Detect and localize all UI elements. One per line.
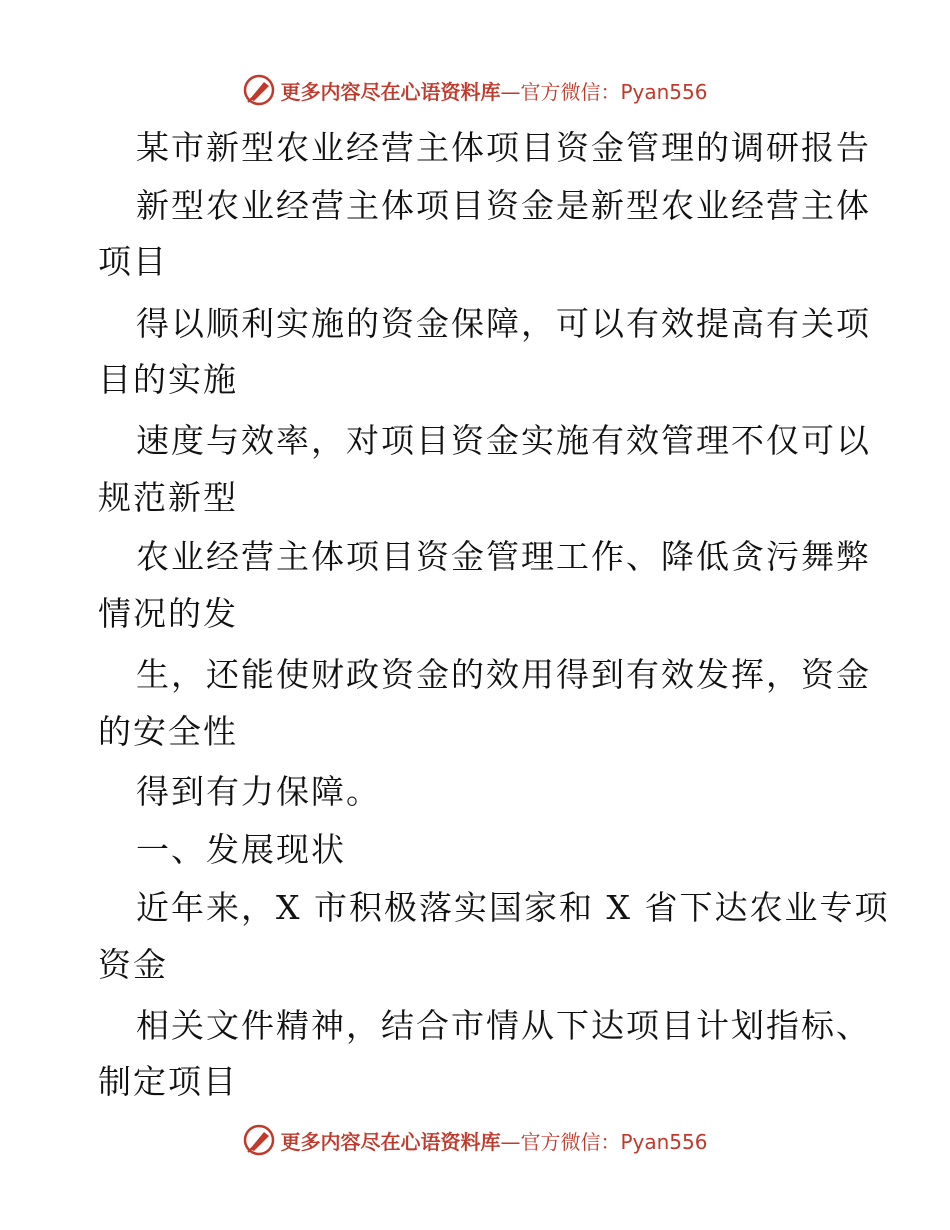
header-banner	[0, 70, 950, 110]
paragraph-line: 生，还能使财政资金的效用得到有效发挥，资金	[136, 655, 871, 694]
paragraph-line: 新型农业经营主体项目资金是新型农业经营主体	[136, 186, 871, 225]
banner-site-name: 更多内容尽在心语资料库	[280, 1129, 501, 1154]
banner-wechat: 官方微信：Pyan556	[520, 1129, 708, 1154]
banner-text	[280, 1126, 707, 1155]
paragraph-line: 规范新型	[98, 478, 238, 517]
banner-text	[280, 76, 707, 105]
paragraph-line: 项目	[98, 242, 168, 281]
paragraph-line: 资金	[98, 945, 168, 984]
paragraph-line: 近年来，X 市积极落实国家和 X 省下达农业专项	[136, 888, 890, 927]
document-title: 某市新型农业经营主体项目资金管理的调研报告	[136, 128, 871, 167]
paragraph-line: 速度与效率，对项目资金实施有效管理不仅可以	[136, 421, 871, 460]
banner-wechat: 官方微信：Pyan556	[520, 79, 708, 104]
banner-dash: —	[500, 1129, 521, 1154]
paragraph-line: 农业经营主体项目资金管理工作、降低贪污舞弊	[136, 537, 871, 576]
paragraph-line: 情况的发	[98, 594, 238, 633]
banner-dash: —	[500, 79, 521, 104]
paragraph-line: 得以顺利实施的资金保障，可以有效提高有关项	[136, 304, 871, 343]
paragraph-line: 目的实施	[98, 360, 238, 399]
footer-banner	[0, 1120, 950, 1160]
paragraph-line: 得到有力保障。	[136, 772, 381, 811]
quill-pen-logo-icon	[242, 73, 276, 107]
banner-site-name: 更多内容尽在心语资料库	[280, 79, 501, 104]
paragraph-line: 的安全性	[98, 712, 238, 751]
quill-pen-logo-icon	[242, 1123, 276, 1157]
section-heading: 一、发展现状	[136, 830, 346, 869]
paragraph-line: 制定项目	[98, 1062, 238, 1101]
paragraph-line: 相关文件精神，结合市情从下达项目计划指标、	[136, 1006, 871, 1045]
